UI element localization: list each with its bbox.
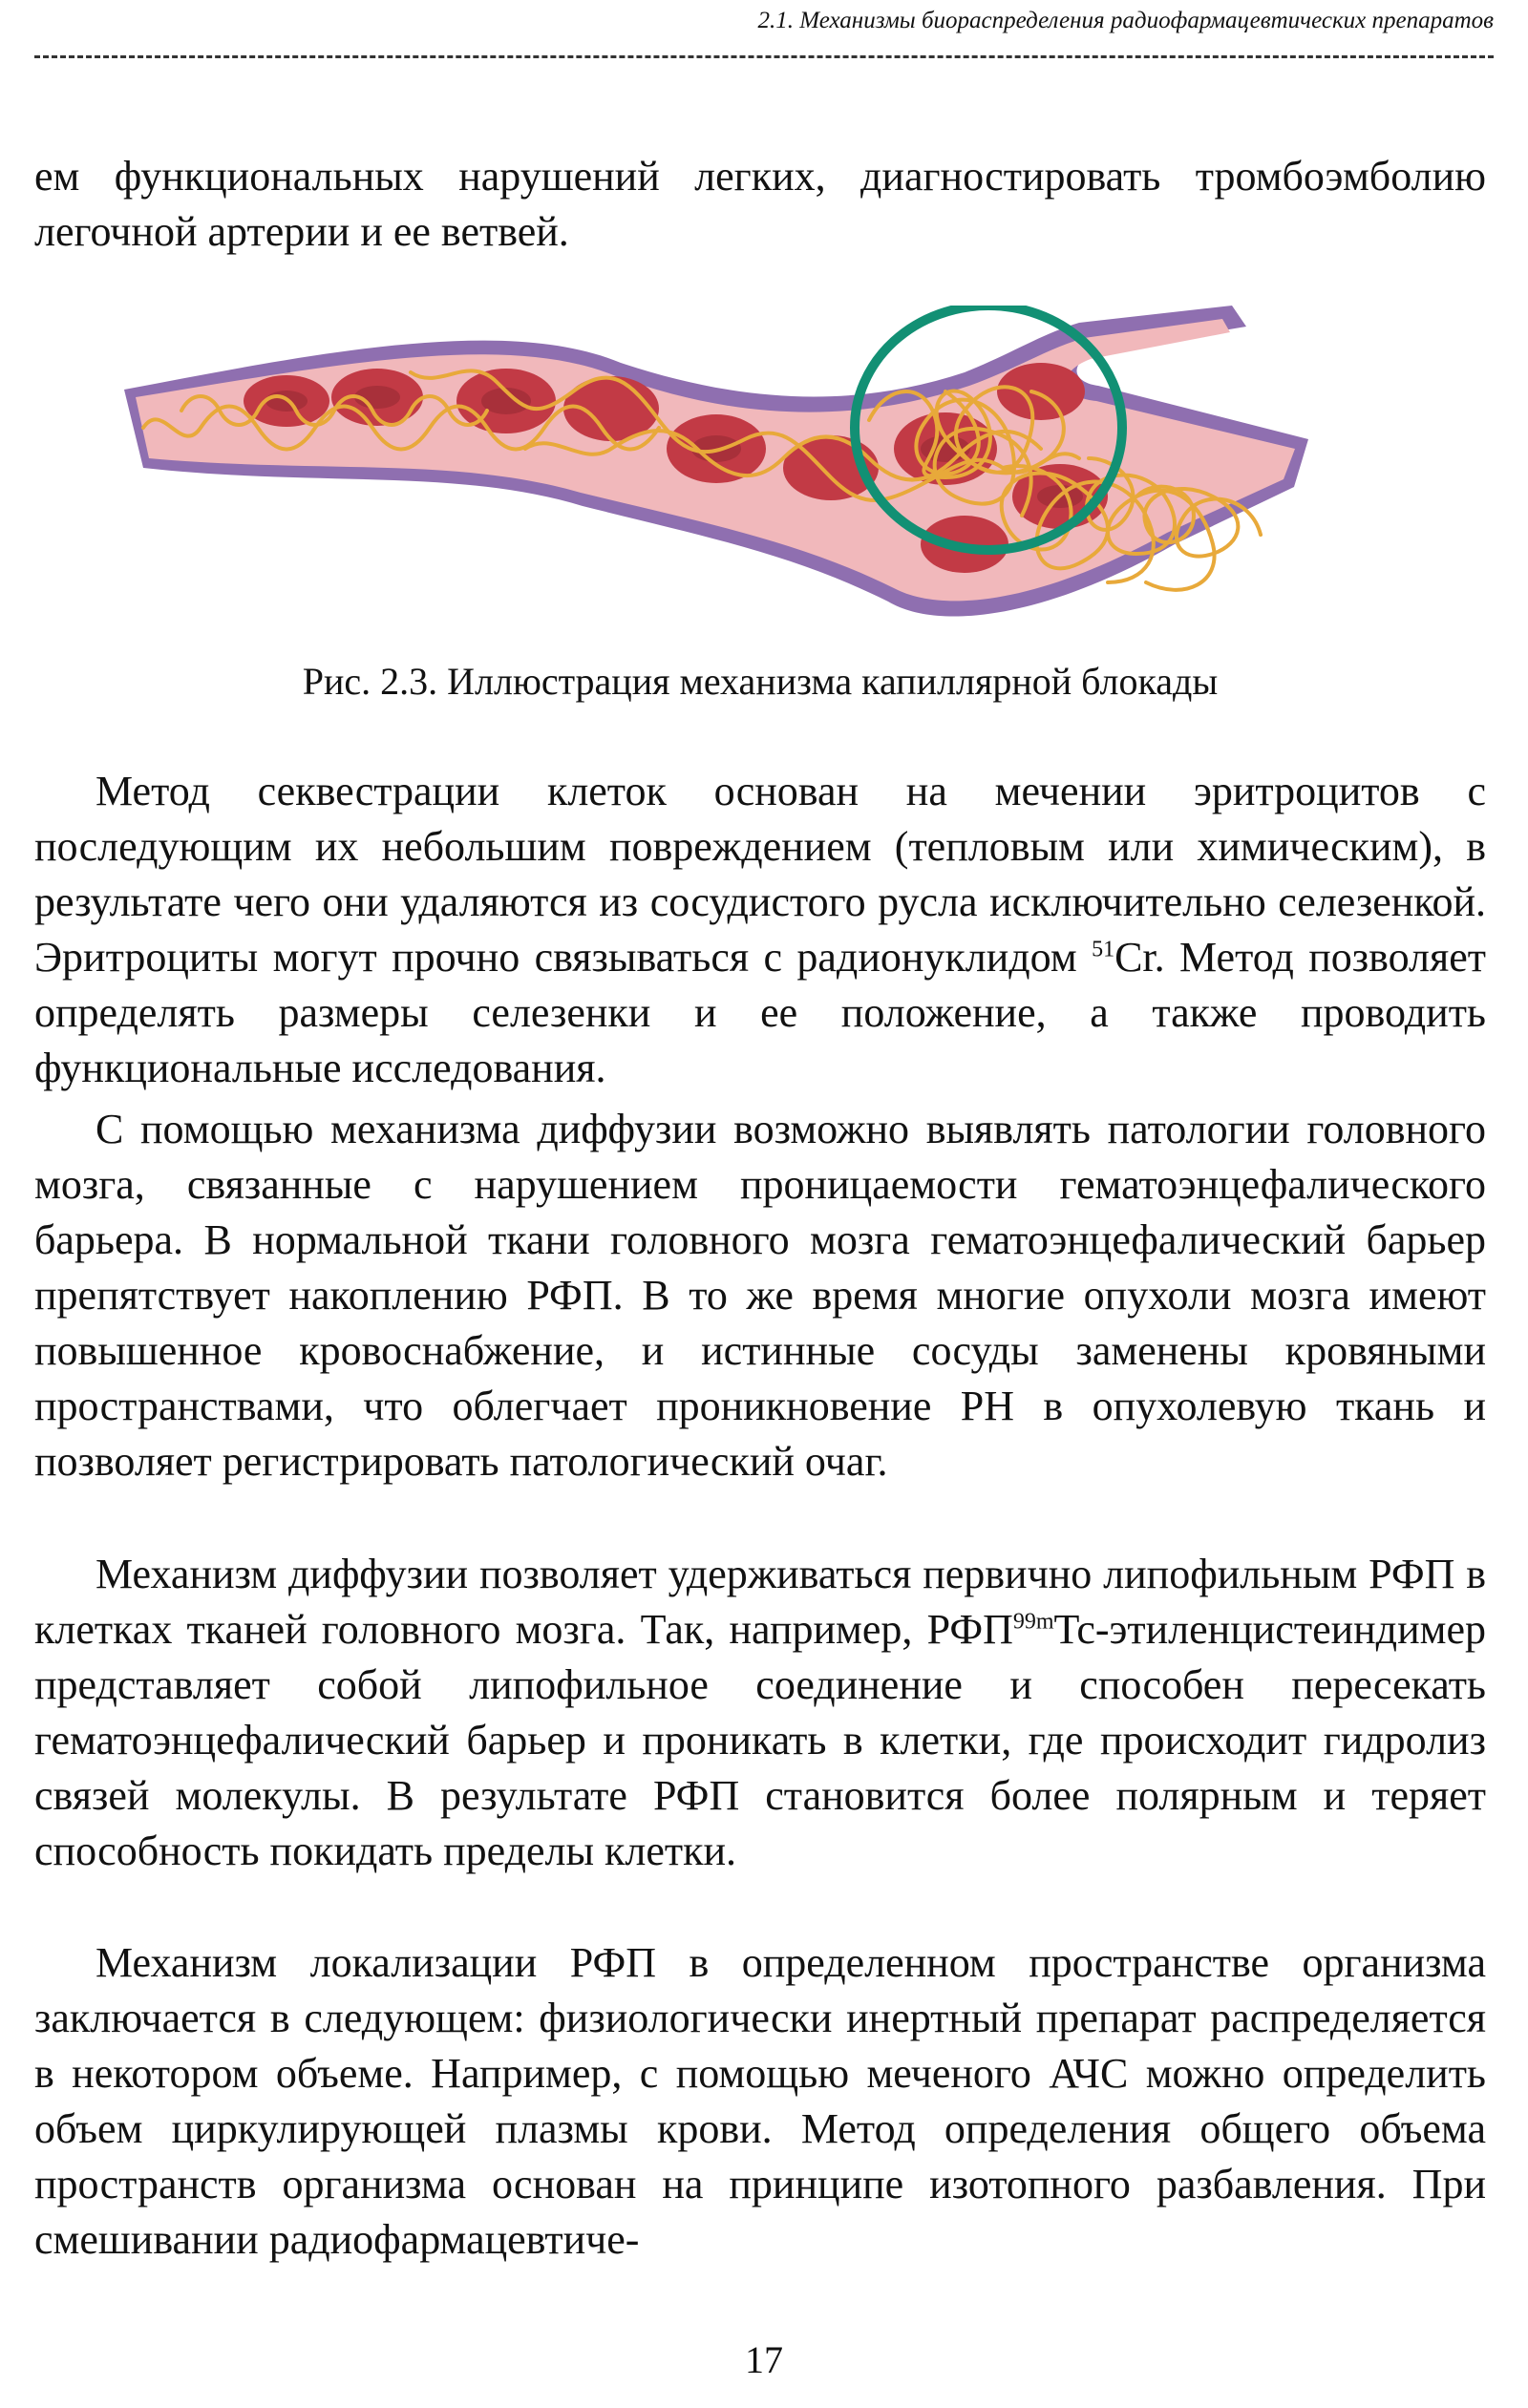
paragraph-text: Механизм диффузии позволяет удерживаться первично липофильным РФП в клетках тканей головного мозга. Так, например, РФП [34,1551,1486,1653]
capillary-blockade-illustration [124,306,1423,659]
isotope-superscript: 99m [1012,1609,1054,1635]
figure-caption: Рис. 2.3. Иллюстрация механизма капиллярной блокады [302,660,1219,703]
paragraph-text: Метод секвестрации клеток основан на мечении эритроцитов с последующим их небольшим повреждением (тепловым или химическим), в результате чего они удаляются из сосудистого русла исключительно селезенкой. Эритроциты могут прочно связываться с радионуклидом [34,768,1486,981]
isotope-superscript: 51 [1092,937,1115,962]
intro-paragraph: ем функциональных нарушений легких, диагностировать тромбоэмболию легочной артерии и ее ветвей. [34,153,1486,255]
paragraph-localization-mechanism: Механизм локализации РФП в определенном пространстве организма заключается в следующем: физиологически инертный препарат распределяется в некотором объеме. Например, с помощью меченого АЧС можно определить объем циркулирующей плазмы крови. Метод определения общего объема пространств организма основан на принципе изотопного разбавления. При смешивании радиофармацевтиче- [34,1939,1486,2263]
erythrocyte [997,363,1085,420]
page-number: 17 [745,2338,783,2381]
paragraph-text: Cr. Метод позволяет определять размеры селезенки и ее положение, а также проводить функциональные исследования. [34,934,1486,1091]
header-divider [34,55,1494,58]
running-header: 2.1. Механизмы биораспределения радиофармацевтических препаратов [757,8,1494,33]
paragraph-diffusion-mechanism: С помощью механизма диффузии возможно выявлять патологии головного мозга, связанные с нарушением проницаемости гематоэнцефалического барьера. В нормальной ткани головного мозга гематоэнцефалический барьер препятствует накоплению РФП. В то же время многие опухоли мозга имеют повышенное кровоснабжение, и истинные сосуды заменены кровяными пространствами, что облегчает проникновение РН в опухолевую ткань и позволяет регистрировать патологический очаг. [34,1106,1486,1485]
paragraph-cell-sequestration [34,764,1486,1096]
paragraph-lipophilic-rfp [34,1547,1486,1879]
paragraph-text: Tc-этиленцистеиндимер представляет собой липофильное соединение и способен пересекать гематоэнцефалический барьер и проникать в клетки, где происходит гидролиз связей молекулы. В результате РФП становится более полярным и теряет способность покидать пределы клетки. [34,1606,1486,1874]
